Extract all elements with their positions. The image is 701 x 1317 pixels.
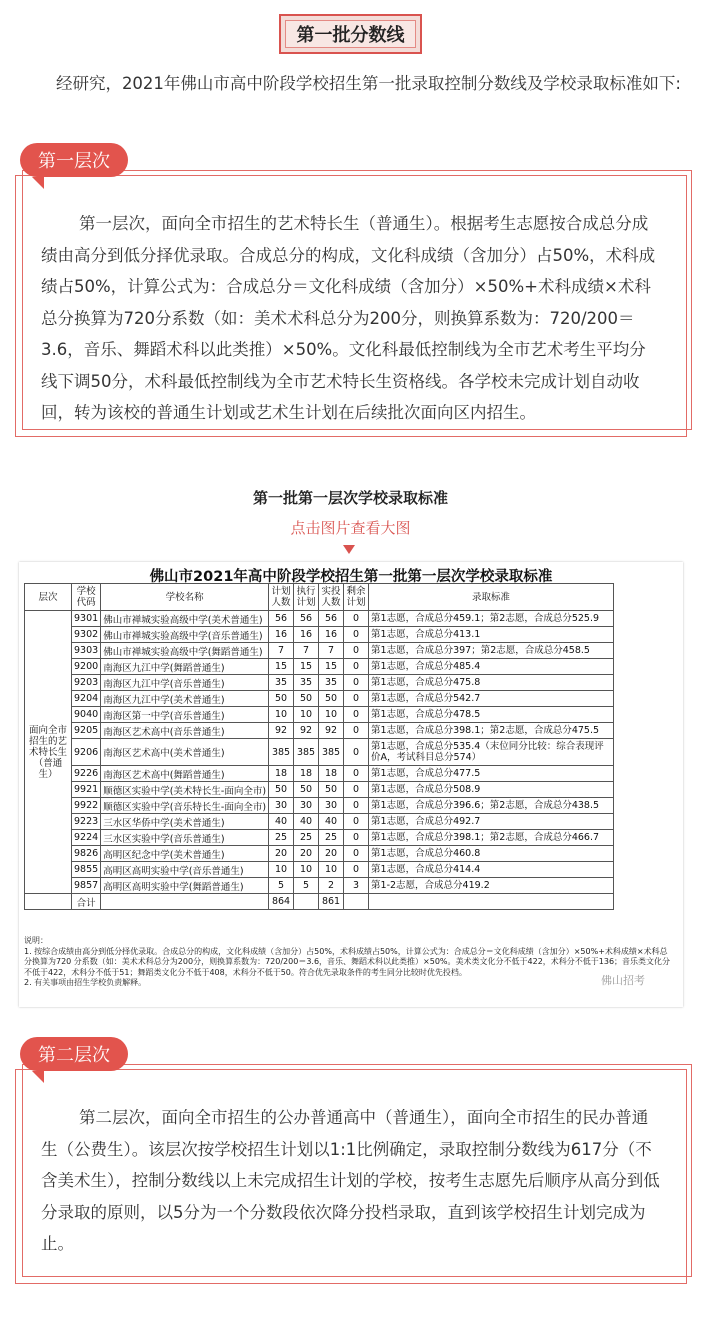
cell-exec: 35 <box>294 675 319 691</box>
cell-name: 南海区艺术高中(美术普通生) <box>101 739 269 766</box>
cell-code: 9203 <box>72 675 101 691</box>
cell-remain: 0 <box>344 846 369 862</box>
cell-name: 高明区高明实验中学(舞蹈普通生) <box>101 878 269 894</box>
cell-remain: 0 <box>344 691 369 707</box>
cell-plan: 7 <box>269 643 294 659</box>
cell-code: 9826 <box>72 846 101 862</box>
col-header: 学校名称 <box>101 584 269 611</box>
cell-plan: 56 <box>269 611 294 627</box>
table-row <box>25 691 614 707</box>
col-header: 实投人数 <box>319 584 344 611</box>
col-header: 计划人数 <box>269 584 294 611</box>
total-empty-cell <box>369 894 614 910</box>
table-row <box>25 723 614 739</box>
cell-name: 高明区高明实验中学(音乐普通生) <box>101 862 269 878</box>
cell-std: 第1志愿，合成总分477.5 <box>369 766 614 782</box>
cell-name: 三水区实验中学(音乐普通生) <box>101 830 269 846</box>
cell-exec: 5 <box>294 878 319 894</box>
label-tail-icon <box>32 1071 44 1083</box>
table-row <box>25 830 614 846</box>
cell-exec: 15 <box>294 659 319 675</box>
section2-label <box>20 1037 128 1071</box>
total-empty-cell <box>294 894 319 910</box>
cell-code: 9921 <box>72 782 101 798</box>
cell-code: 9302 <box>72 627 101 643</box>
cell-code: 9226 <box>72 766 101 782</box>
section2-label-text: 第二层次 <box>38 1045 110 1066</box>
cell-actual: 25 <box>319 830 344 846</box>
total-actual: 861 <box>319 894 344 910</box>
cell-std: 第1志愿，合成总分485.4 <box>369 659 614 675</box>
table-notes <box>24 936 674 989</box>
cell-actual: 30 <box>319 798 344 814</box>
click-to-enlarge-link[interactable]: 点击图片查看大图 <box>290 519 411 537</box>
section1-text: 第一层次，面向全市招生的艺术特长生（普通生）。根据考生志愿按合成总分成绩由高分到低分择优录取。合成总分的构成，文化科成绩（含加分）占50%，术科成绩占50%，计算公式为：合成总分＝文化科成绩（含加分）×50%+术科成绩×术科总分换算为720分系数（如：美术术科总分为200分，则换算系数为：720/200＝3.6，音乐、舞蹈术科以此类推）×50%。文化科最低控制线为全市艺术考生平均分线下调50分，术科最低控制线为全市艺术特长生资格线。各学校未完成计划自动收回，转为该校的普通生计划或艺术生计划在后续批次面向区内招生。 <box>41 214 656 422</box>
table-row <box>25 643 614 659</box>
cell-name: 南海区艺术高中(舞蹈普通生) <box>101 766 269 782</box>
cell-remain: 0 <box>344 707 369 723</box>
cell-std: 第1志愿，合成总分460.8 <box>369 846 614 862</box>
cell-remain: 0 <box>344 862 369 878</box>
total-empty-cell <box>25 894 72 910</box>
col-header: 层次 <box>25 584 72 611</box>
table-row <box>25 878 614 894</box>
table-row <box>25 707 614 723</box>
table-row <box>25 659 614 675</box>
cell-remain: 0 <box>344 798 369 814</box>
table-total-row <box>25 894 614 910</box>
cell-code: 9205 <box>72 723 101 739</box>
cell-std: 第1志愿，合成总分414.4 <box>369 862 614 878</box>
note-line: 说明： <box>24 936 48 945</box>
table-row <box>25 611 614 627</box>
cell-exec: 7 <box>294 643 319 659</box>
cell-exec: 50 <box>294 782 319 798</box>
cell-plan: 18 <box>269 766 294 782</box>
section1-label-text: 第一层次 <box>38 151 110 172</box>
col-header: 学校代码 <box>72 584 101 611</box>
cell-remain: 0 <box>344 739 369 766</box>
cell-plan: 40 <box>269 814 294 830</box>
table-row <box>25 862 614 878</box>
cell-name: 佛山市禅城实验高级中学(音乐普通生) <box>101 627 269 643</box>
cell-actual: 56 <box>319 611 344 627</box>
cell-actual: 92 <box>319 723 344 739</box>
cell-std: 第1志愿，合成总分397；第2志愿，合成总分458.5 <box>369 643 614 659</box>
cell-remain: 0 <box>344 627 369 643</box>
cell-std: 第1志愿，合成总分459.1；第2志愿，合成总分525.9 <box>369 611 614 627</box>
cell-std: 第1志愿，合成总分542.7 <box>369 691 614 707</box>
cell-exec: 50 <box>294 691 319 707</box>
table-row <box>25 814 614 830</box>
table-row <box>25 798 614 814</box>
note-line: 1. 按综合成绩由高分到低分择优录取。合成总分的构成，文化科成绩（含加分）占50%，术科成绩占50%，计算公式为：合成总分＝文化科成绩（含加分）×50%+术科成绩×术科总分换算为720 分系数（如：美术术科总分为200分，则换算系数为：720/200＝3.6，音乐、舞蹈术科以此类推）×50%。美术类文化分不低于422，术科分不低于136；音乐类文化分不低于422，术科分不低于51；舞蹈类文化分不低于408，术科分不低于50。符合优先录取条件的考生同分比较时优先投档。 <box>24 946 671 977</box>
cell-remain: 0 <box>344 814 369 830</box>
cell-actual: 50 <box>319 782 344 798</box>
cell-exec: 16 <box>294 627 319 643</box>
cell-name: 佛山市禅城实验高级中学(美术普通生) <box>101 611 269 627</box>
cell-exec: 18 <box>294 766 319 782</box>
cell-code: 9301 <box>72 611 101 627</box>
cell-exec: 25 <box>294 830 319 846</box>
cell-code: 9204 <box>72 691 101 707</box>
cell-actual: 20 <box>319 846 344 862</box>
cell-std: 第1志愿，合成总分396.6；第2志愿，合成总分438.5 <box>369 798 614 814</box>
cell-code: 9922 <box>72 798 101 814</box>
cell-name: 南海区第一中学(音乐普通生) <box>101 707 269 723</box>
table-row <box>25 675 614 691</box>
cell-actual: 16 <box>319 627 344 643</box>
total-empty-cell <box>101 894 269 910</box>
cell-name: 顺德区实验中学(音乐特长生-面向全市) <box>101 798 269 814</box>
cell-actual: 18 <box>319 766 344 782</box>
cell-name: 佛山市禅城实验高级中学(舞蹈普通生) <box>101 643 269 659</box>
cell-actual: 50 <box>319 691 344 707</box>
cell-remain: 3 <box>344 878 369 894</box>
cell-std: 第1志愿，合成总分475.8 <box>369 675 614 691</box>
cell-actual: 385 <box>319 739 344 766</box>
col-header: 剩余计划 <box>344 584 369 611</box>
page-title-badge <box>279 14 422 54</box>
total-empty-cell <box>344 894 369 910</box>
cell-actual: 15 <box>319 659 344 675</box>
cell-code: 9857 <box>72 878 101 894</box>
section1-box <box>15 175 687 437</box>
cell-plan: 16 <box>269 627 294 643</box>
cell-actual: 40 <box>319 814 344 830</box>
section1-label <box>20 143 128 177</box>
cell-plan: 10 <box>269 862 294 878</box>
cell-std: 第1志愿，合成总分478.5 <box>369 707 614 723</box>
cell-remain: 0 <box>344 830 369 846</box>
cell-std: 第1-2志愿，合成总分419.2 <box>369 878 614 894</box>
cell-plan: 385 <box>269 739 294 766</box>
cell-plan: 25 <box>269 830 294 846</box>
cell-plan: 50 <box>269 782 294 798</box>
table-row <box>25 782 614 798</box>
cell-code: 9223 <box>72 814 101 830</box>
cell-name: 顺德区实验中学(美术特长生-面向全市) <box>101 782 269 798</box>
cell-std: 第1志愿，合成总分492.7 <box>369 814 614 830</box>
label-tail-icon <box>32 177 44 189</box>
cell-plan: 10 <box>269 707 294 723</box>
cell-remain: 0 <box>344 611 369 627</box>
cell-exec: 92 <box>294 723 319 739</box>
cell-exec: 40 <box>294 814 319 830</box>
cell-exec: 10 <box>294 707 319 723</box>
cell-std: 第1志愿，合成总分398.1；第2志愿，合成总分466.7 <box>369 830 614 846</box>
cell-name: 高明区纪念中学(美术普通生) <box>101 846 269 862</box>
section2-box <box>15 1069 687 1284</box>
watermark: 佛山招考 <box>601 974 645 987</box>
col-header: 录取标准 <box>369 584 614 611</box>
admission-table <box>24 583 614 910</box>
page-title: 第一批分数线 <box>285 20 416 48</box>
cell-exec: 385 <box>294 739 319 766</box>
cell-std: 第1志愿，合成总分508.9 <box>369 782 614 798</box>
cell-code: 9040 <box>72 707 101 723</box>
cell-remain: 0 <box>344 723 369 739</box>
cell-remain: 0 <box>344 659 369 675</box>
note-line: 2. 有关事项由招生学校负责解释。 <box>24 978 147 987</box>
table-header-row <box>25 584 614 611</box>
cell-actual: 35 <box>319 675 344 691</box>
table-title: 佛山市2021年高中阶段学校招生第一批第一层次学校录取标准 <box>149 569 553 585</box>
arrow-down-icon <box>343 545 355 554</box>
cell-remain: 0 <box>344 766 369 782</box>
cell-exec: 30 <box>294 798 319 814</box>
cell-std: 第1志愿，合成总分413.1 <box>369 627 614 643</box>
cell-plan: 50 <box>269 691 294 707</box>
level-cell: 面向全市招生的艺术特长生（普通生） <box>25 611 72 894</box>
cell-exec: 56 <box>294 611 319 627</box>
col-header: 执行计划 <box>294 584 319 611</box>
cell-plan: 15 <box>269 659 294 675</box>
cell-plan: 5 <box>269 878 294 894</box>
cell-name: 南海区九江中学(美术普通生) <box>101 691 269 707</box>
cell-remain: 0 <box>344 782 369 798</box>
intro-paragraph: 经研究，2021年佛山市高中阶段学校招生第一批录取控制分数线及学校录取标准如下: <box>55 74 681 93</box>
table-row <box>25 627 614 643</box>
cell-actual: 10 <box>319 707 344 723</box>
table-row <box>25 739 614 766</box>
cell-name: 南海区艺术高中(音乐普通生) <box>101 723 269 739</box>
cell-code: 9855 <box>72 862 101 878</box>
cell-remain: 0 <box>344 675 369 691</box>
cell-actual: 7 <box>319 643 344 659</box>
section2-text: 第二层次，面向全市招生的公办普通高中（普通生），面向全市招生的民办普通生（公费生）。该层次按学校招生计划以1:1比例确定，录取控制分数线为617分（不含美术生），控制分数线以上未完成招生计划的学校，按考生志愿先后顺序从高分到低分录取的原则，以5分为一个分数段依次降分投档录取，直到该学校招生计划完成为止。 <box>41 1108 660 1253</box>
total-label: 合计 <box>72 894 101 910</box>
table-row <box>25 766 614 782</box>
table-row <box>25 846 614 862</box>
cell-plan: 20 <box>269 846 294 862</box>
cell-name: 三水区华侨中学(美术普通生) <box>101 814 269 830</box>
cell-code: 9206 <box>72 739 101 766</box>
total-plan: 864 <box>269 894 294 910</box>
cell-code: 9224 <box>72 830 101 846</box>
admission-table-image[interactable] <box>19 562 683 1007</box>
cell-plan: 35 <box>269 675 294 691</box>
cell-name: 南海区九江中学(舞蹈普通生) <box>101 659 269 675</box>
cell-exec: 10 <box>294 862 319 878</box>
cell-actual: 2 <box>319 878 344 894</box>
cell-exec: 20 <box>294 846 319 862</box>
cell-plan: 30 <box>269 798 294 814</box>
cell-actual: 10 <box>319 862 344 878</box>
cell-std: 第1志愿，合成总分535.4（末位同分比较：综合表现评价A，考试科目总分574） <box>369 739 614 766</box>
cell-std: 第1志愿，合成总分398.1；第2志愿，合成总分475.5 <box>369 723 614 739</box>
cell-code: 9200 <box>72 659 101 675</box>
cell-plan: 92 <box>269 723 294 739</box>
cell-name: 南海区九江中学(音乐普通生) <box>101 675 269 691</box>
table-subtitle: 第一批第一层次学校录取标准 <box>252 489 448 507</box>
cell-code: 9303 <box>72 643 101 659</box>
cell-remain: 0 <box>344 643 369 659</box>
